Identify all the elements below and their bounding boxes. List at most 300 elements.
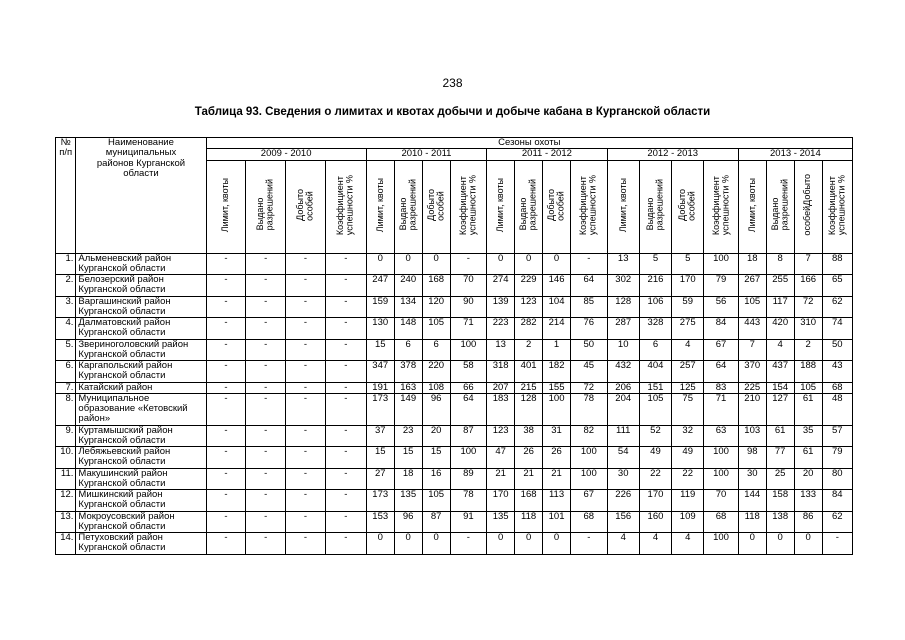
row-number: 3. bbox=[56, 296, 76, 318]
table-cell: - bbox=[325, 382, 366, 393]
header-subcolumn bbox=[515, 160, 543, 253]
table-cell: 0 bbox=[794, 533, 822, 555]
table-cell: 120 bbox=[422, 296, 450, 318]
table-cell: 52 bbox=[639, 425, 671, 447]
table-cell: 206 bbox=[607, 382, 639, 393]
table-cell: 72 bbox=[794, 296, 822, 318]
table-cell: 166 bbox=[794, 275, 822, 297]
table-row bbox=[56, 253, 853, 275]
table-cell: 16 bbox=[422, 468, 450, 490]
table-row bbox=[56, 490, 853, 512]
district-name: Муниципальное образование «Кетовский район» bbox=[76, 393, 206, 425]
table-cell: 7 bbox=[794, 253, 822, 275]
header-district-name: Наименование муниципальных районов Курганской области bbox=[76, 138, 206, 254]
table-cell: 96 bbox=[422, 393, 450, 425]
table-cell: 20 bbox=[422, 425, 450, 447]
table-cell: 0 bbox=[515, 533, 543, 555]
table-cell: - bbox=[325, 339, 366, 361]
table-cell: 4 bbox=[672, 533, 704, 555]
table-cell: 117 bbox=[766, 296, 794, 318]
table-cell: 65 bbox=[822, 275, 852, 297]
header-subcolumn-label: Лимит, квоты bbox=[746, 177, 757, 233]
table-cell: 0 bbox=[766, 533, 794, 555]
table-cell: 133 bbox=[794, 490, 822, 512]
table-cell: 49 bbox=[672, 447, 704, 469]
table-cell: 79 bbox=[822, 447, 852, 469]
table-cell: - bbox=[286, 490, 326, 512]
header-subcolumn bbox=[394, 160, 422, 253]
table-cell: 163 bbox=[394, 382, 422, 393]
table-cell: 214 bbox=[543, 318, 571, 340]
table-cell: - bbox=[325, 361, 366, 383]
header-subcolumn bbox=[246, 160, 286, 253]
table-cell: - bbox=[571, 533, 608, 555]
table-cell: - bbox=[246, 533, 286, 555]
table-cell: 170 bbox=[639, 490, 671, 512]
table-cell: 50 bbox=[822, 339, 852, 361]
table-cell: 4 bbox=[639, 533, 671, 555]
table-cell: 100 bbox=[704, 533, 738, 555]
table-cell: - bbox=[325, 425, 366, 447]
table-cell: - bbox=[325, 253, 366, 275]
table-cell: 78 bbox=[571, 393, 608, 425]
table-cell: 35 bbox=[794, 425, 822, 447]
table-cell: 128 bbox=[607, 296, 639, 318]
table-cell: - bbox=[286, 425, 326, 447]
table-cell: 123 bbox=[487, 425, 515, 447]
table-cell: 0 bbox=[366, 533, 394, 555]
row-number: 13. bbox=[56, 511, 76, 533]
table-cell: 105 bbox=[422, 490, 450, 512]
table-cell: 247 bbox=[366, 275, 394, 297]
row-number: 4. bbox=[56, 318, 76, 340]
table-row bbox=[56, 447, 853, 469]
row-number: 6. bbox=[56, 361, 76, 383]
header-subcolumn-label: Выдано разрешений bbox=[769, 179, 790, 231]
table-cell: 79 bbox=[704, 275, 738, 297]
table-cell: 76 bbox=[571, 318, 608, 340]
table-cell: 4 bbox=[672, 339, 704, 361]
table-cell: 2 bbox=[515, 339, 543, 361]
table-cell: 158 bbox=[766, 490, 794, 512]
table-cell: 0 bbox=[515, 253, 543, 275]
header-number: № п/п bbox=[56, 138, 76, 254]
table-cell: - bbox=[325, 393, 366, 425]
table-cell: 215 bbox=[515, 382, 543, 393]
table-cell: 75 bbox=[672, 393, 704, 425]
page-number: 238 bbox=[442, 76, 463, 90]
header-season: 2013 - 2014 bbox=[738, 149, 852, 160]
table-cell: 0 bbox=[366, 253, 394, 275]
table-cell: 138 bbox=[766, 511, 794, 533]
table-row bbox=[56, 275, 853, 297]
header-subcolumn-label: Лимит, квоты bbox=[617, 177, 628, 233]
table-cell: 47 bbox=[487, 447, 515, 469]
table-cell: - bbox=[246, 468, 286, 490]
table-cell: 210 bbox=[738, 393, 766, 425]
table-cell: - bbox=[325, 490, 366, 512]
table-cell: 5 bbox=[672, 253, 704, 275]
table-cell: 0 bbox=[543, 533, 571, 555]
table-cell: - bbox=[206, 425, 246, 447]
table-row bbox=[56, 425, 853, 447]
table-cell: 104 bbox=[543, 296, 571, 318]
header-subcolumn bbox=[766, 160, 794, 253]
district-name: Петуховский район Курганской области bbox=[76, 533, 206, 555]
table-cell: - bbox=[286, 511, 326, 533]
table-cell: 15 bbox=[394, 447, 422, 469]
table-cell: 8 bbox=[766, 253, 794, 275]
table-cell: 310 bbox=[794, 318, 822, 340]
table-row bbox=[56, 382, 853, 393]
table-cell: 139 bbox=[487, 296, 515, 318]
table-cell: 89 bbox=[450, 468, 487, 490]
table-cell: 54 bbox=[607, 447, 639, 469]
table-cell: - bbox=[325, 533, 366, 555]
table-cell: 67 bbox=[704, 339, 738, 361]
header-subcolumn-label: Выдано разрешений bbox=[255, 179, 275, 231]
table-cell: 170 bbox=[487, 490, 515, 512]
table-cell: - bbox=[246, 361, 286, 383]
header-season: 2010 - 2011 bbox=[366, 149, 486, 160]
row-number: 12. bbox=[56, 490, 76, 512]
header-subcolumn-label: Выдано разрешений bbox=[397, 179, 418, 231]
table-row bbox=[56, 296, 853, 318]
header-subcolumn-label: Лимит, квоты bbox=[374, 177, 385, 233]
table-cell: 155 bbox=[543, 382, 571, 393]
table-cell: 229 bbox=[515, 275, 543, 297]
table-cell: - bbox=[206, 253, 246, 275]
table-cell: 168 bbox=[515, 490, 543, 512]
table-cell: 37 bbox=[366, 425, 394, 447]
district-name: Далматовский район Курганской области bbox=[76, 318, 206, 340]
table-cell: 70 bbox=[704, 490, 738, 512]
table-cell: 432 bbox=[607, 361, 639, 383]
table-cell: - bbox=[286, 318, 326, 340]
district-name: Звериноголовский район Курганской области bbox=[76, 339, 206, 361]
header-subcolumn-label: Коэффициент успешности % bbox=[335, 174, 355, 235]
table-cell: - bbox=[246, 490, 286, 512]
table-cell: 123 bbox=[515, 296, 543, 318]
table-cell: 59 bbox=[672, 296, 704, 318]
header-subcolumn-label: Лимит, квоты bbox=[220, 177, 231, 233]
header-subcolumn-label: Добыто особей bbox=[425, 188, 446, 221]
table-cell: 204 bbox=[607, 393, 639, 425]
table-cell: 58 bbox=[450, 361, 487, 383]
table-row bbox=[56, 468, 853, 490]
header-subcolumn-label: Коэффициент успешности % bbox=[826, 174, 847, 235]
table-cell: 328 bbox=[639, 318, 671, 340]
table-cell: 63 bbox=[704, 425, 738, 447]
table-cell: 100 bbox=[450, 447, 487, 469]
header-subcolumn-label: особейДобыто bbox=[802, 174, 813, 236]
table-cell: 188 bbox=[794, 361, 822, 383]
table-cell: 100 bbox=[704, 468, 738, 490]
table-cell: 302 bbox=[607, 275, 639, 297]
table-cell: 1 bbox=[543, 339, 571, 361]
table-cell: 220 bbox=[422, 361, 450, 383]
header-seasons: Сезоны охоты bbox=[206, 138, 852, 149]
table-cell: - bbox=[206, 511, 246, 533]
table-cell: 62 bbox=[822, 296, 852, 318]
table-cell: 84 bbox=[704, 318, 738, 340]
header-subcolumn-label: Лимит, квоты bbox=[494, 177, 505, 233]
table-cell: 30 bbox=[738, 468, 766, 490]
table-cell: 191 bbox=[366, 382, 394, 393]
table-cell: 101 bbox=[543, 511, 571, 533]
table-cell: 113 bbox=[543, 490, 571, 512]
table-cell: - bbox=[206, 468, 246, 490]
table-cell: 20 bbox=[794, 468, 822, 490]
row-number: 9. bbox=[56, 425, 76, 447]
table-cell: 347 bbox=[366, 361, 394, 383]
table-cell: 159 bbox=[366, 296, 394, 318]
district-name: Альменевский район Курганской области bbox=[76, 253, 206, 275]
table-cell: 106 bbox=[639, 296, 671, 318]
table-cell: - bbox=[325, 511, 366, 533]
table-cell: - bbox=[206, 490, 246, 512]
table-cell: - bbox=[206, 393, 246, 425]
table-cell: 64 bbox=[704, 361, 738, 383]
row-number: 2. bbox=[56, 275, 76, 297]
district-name: Катайский район bbox=[76, 382, 206, 393]
table-cell: 125 bbox=[672, 382, 704, 393]
table-cell: 61 bbox=[794, 393, 822, 425]
table-cell: 18 bbox=[394, 468, 422, 490]
table-cell: 160 bbox=[639, 511, 671, 533]
table-cell: 10 bbox=[607, 339, 639, 361]
district-name: Мокроусовский район Курганской области bbox=[76, 511, 206, 533]
table-cell: 128 bbox=[515, 393, 543, 425]
table-cell: 22 bbox=[672, 468, 704, 490]
header-subcolumn bbox=[571, 160, 608, 253]
table-cell: 26 bbox=[515, 447, 543, 469]
table-cell: 6 bbox=[394, 339, 422, 361]
table-cell: - bbox=[286, 468, 326, 490]
table-cell: 154 bbox=[766, 382, 794, 393]
header-subcolumn-label: Добыто особей bbox=[677, 188, 697, 221]
table-cell: - bbox=[206, 275, 246, 297]
table-cell: - bbox=[206, 296, 246, 318]
table-cell: 87 bbox=[450, 425, 487, 447]
table-cell: 15 bbox=[366, 339, 394, 361]
table-cell: 77 bbox=[766, 447, 794, 469]
table-cell: 153 bbox=[366, 511, 394, 533]
table-cell: 105 bbox=[422, 318, 450, 340]
table-cell: - bbox=[286, 361, 326, 383]
table-cell: - bbox=[206, 361, 246, 383]
table-cell: 80 bbox=[822, 468, 852, 490]
table-cell: - bbox=[246, 253, 286, 275]
table-cell: 267 bbox=[738, 275, 766, 297]
row-number: 7. bbox=[56, 382, 76, 393]
table-cell: 4 bbox=[607, 533, 639, 555]
table-row bbox=[56, 318, 853, 340]
header-subcolumn-label: Добыто особей bbox=[295, 188, 315, 221]
table-cell: 100 bbox=[704, 253, 738, 275]
table-cell: 90 bbox=[450, 296, 487, 318]
table-cell: 146 bbox=[543, 275, 571, 297]
table-cell: 25 bbox=[766, 468, 794, 490]
table-cell: 100 bbox=[704, 447, 738, 469]
table-cell: 401 bbox=[515, 361, 543, 383]
table-cell: 13 bbox=[487, 339, 515, 361]
table-cell: 7 bbox=[738, 339, 766, 361]
table-cell: 135 bbox=[394, 490, 422, 512]
table-cell: - bbox=[325, 468, 366, 490]
table-cell: - bbox=[206, 382, 246, 393]
header-subcolumn bbox=[543, 160, 571, 253]
table-cell: 82 bbox=[571, 425, 608, 447]
table-cell: 21 bbox=[543, 468, 571, 490]
table-cell: 144 bbox=[738, 490, 766, 512]
table-cell: 173 bbox=[366, 393, 394, 425]
district-name: Каргапольский район Курганской области bbox=[76, 361, 206, 383]
table-cell: 135 bbox=[487, 511, 515, 533]
table-cell: 103 bbox=[738, 425, 766, 447]
header-subcolumn-label: Выдано разрешений bbox=[645, 179, 665, 231]
table-cell: 149 bbox=[394, 393, 422, 425]
table-cell: 2 bbox=[794, 339, 822, 361]
header-subcolumn bbox=[450, 160, 487, 253]
table-cell: - bbox=[325, 447, 366, 469]
header-subcolumn bbox=[487, 160, 515, 253]
table-cell: 30 bbox=[607, 468, 639, 490]
table-cell: - bbox=[206, 339, 246, 361]
table-cell: 98 bbox=[738, 447, 766, 469]
table-cell: - bbox=[246, 382, 286, 393]
table-cell: 70 bbox=[450, 275, 487, 297]
table-cell: 130 bbox=[366, 318, 394, 340]
header-subcolumn-label: Выдано разрешений bbox=[518, 179, 538, 231]
header-subcolumn bbox=[822, 160, 852, 253]
table-cell: 118 bbox=[738, 511, 766, 533]
table-cell: - bbox=[246, 393, 286, 425]
table-cell: 15 bbox=[422, 447, 450, 469]
header-subcolumn-label: Коэффициент успешности % bbox=[578, 174, 598, 235]
table-cell: - bbox=[286, 339, 326, 361]
table-cell: 100 bbox=[543, 393, 571, 425]
table-cell: 156 bbox=[607, 511, 639, 533]
table-cell: 38 bbox=[515, 425, 543, 447]
header-subcolumn-label: Коэффициент успешности % bbox=[710, 174, 731, 235]
table-cell: 182 bbox=[543, 361, 571, 383]
table-cell: - bbox=[246, 511, 286, 533]
table-cell: 0 bbox=[394, 533, 422, 555]
table-cell: 74 bbox=[822, 318, 852, 340]
table-cell: 118 bbox=[515, 511, 543, 533]
table-cell: 318 bbox=[487, 361, 515, 383]
table-cell: 240 bbox=[394, 275, 422, 297]
table-cell: 168 bbox=[422, 275, 450, 297]
table-cell: 27 bbox=[366, 468, 394, 490]
table-cell: 21 bbox=[487, 468, 515, 490]
table-cell: 56 bbox=[704, 296, 738, 318]
table-cell: 68 bbox=[704, 511, 738, 533]
table-cell: 6 bbox=[639, 339, 671, 361]
table-cell: - bbox=[246, 339, 286, 361]
table-cell: - bbox=[286, 447, 326, 469]
table-cell: 216 bbox=[639, 275, 671, 297]
table-cell: 23 bbox=[394, 425, 422, 447]
table-cell: - bbox=[325, 296, 366, 318]
table-cell: 84 bbox=[822, 490, 852, 512]
table-cell: 0 bbox=[487, 253, 515, 275]
table-cell: - bbox=[286, 533, 326, 555]
table-cell: 66 bbox=[450, 382, 487, 393]
table-cell: - bbox=[286, 296, 326, 318]
table-cell: 274 bbox=[487, 275, 515, 297]
table-cell: - bbox=[286, 382, 326, 393]
table-cell: 62 bbox=[822, 511, 852, 533]
table-cell: - bbox=[206, 318, 246, 340]
table-cell: 100 bbox=[571, 447, 608, 469]
table-cell: 68 bbox=[571, 511, 608, 533]
table-cell: - bbox=[246, 275, 286, 297]
table-cell: 170 bbox=[672, 275, 704, 297]
district-name: Макушинский район Курганской области bbox=[76, 468, 206, 490]
table-cell: 64 bbox=[571, 275, 608, 297]
table-cell: 443 bbox=[738, 318, 766, 340]
table-cell: 68 bbox=[822, 382, 852, 393]
table-cell: - bbox=[206, 533, 246, 555]
header-subcolumn bbox=[286, 160, 326, 253]
row-number: 1. bbox=[56, 253, 76, 275]
table-cell: 378 bbox=[394, 361, 422, 383]
row-number: 8. bbox=[56, 393, 76, 425]
table-cell: - bbox=[450, 253, 487, 275]
table-cell: 48 bbox=[822, 393, 852, 425]
table-cell: 119 bbox=[672, 490, 704, 512]
table-cell: - bbox=[246, 447, 286, 469]
table-cell: 275 bbox=[672, 318, 704, 340]
table-cell: 370 bbox=[738, 361, 766, 383]
table-cell: 78 bbox=[450, 490, 487, 512]
table-cell: 61 bbox=[794, 447, 822, 469]
table-cell: 183 bbox=[487, 393, 515, 425]
row-number: 11. bbox=[56, 468, 76, 490]
district-name: Белозерский район Курганской области bbox=[76, 275, 206, 297]
table-cell: 6 bbox=[422, 339, 450, 361]
row-number: 10. bbox=[56, 447, 76, 469]
table-cell: 88 bbox=[822, 253, 852, 275]
table-cell: 225 bbox=[738, 382, 766, 393]
limits-table bbox=[55, 137, 853, 555]
table-cell: 108 bbox=[422, 382, 450, 393]
table-cell: 105 bbox=[639, 393, 671, 425]
header-season: 2009 - 2010 bbox=[206, 149, 366, 160]
table-cell: 207 bbox=[487, 382, 515, 393]
header-subcolumn bbox=[607, 160, 639, 253]
header-subcolumn bbox=[366, 160, 394, 253]
table-cell: 64 bbox=[450, 393, 487, 425]
header-subcolumn bbox=[704, 160, 738, 253]
table-cell: 22 bbox=[639, 468, 671, 490]
header-subcolumn bbox=[738, 160, 766, 253]
table-cell: 100 bbox=[571, 468, 608, 490]
table-cell: 32 bbox=[672, 425, 704, 447]
table-cell: - bbox=[286, 393, 326, 425]
table-cell: 255 bbox=[766, 275, 794, 297]
table-cell: 86 bbox=[794, 511, 822, 533]
table-row bbox=[56, 533, 853, 555]
header-season: 2012 - 2013 bbox=[607, 149, 738, 160]
table-cell: - bbox=[286, 275, 326, 297]
table-cell: 420 bbox=[766, 318, 794, 340]
table-caption: Таблица 93. Сведения о лимитах и квотах добычи и добыче кабана в Курганской области bbox=[194, 106, 711, 118]
district-name: Куртамышский район Курганской области bbox=[76, 425, 206, 447]
header-subcolumn bbox=[639, 160, 671, 253]
